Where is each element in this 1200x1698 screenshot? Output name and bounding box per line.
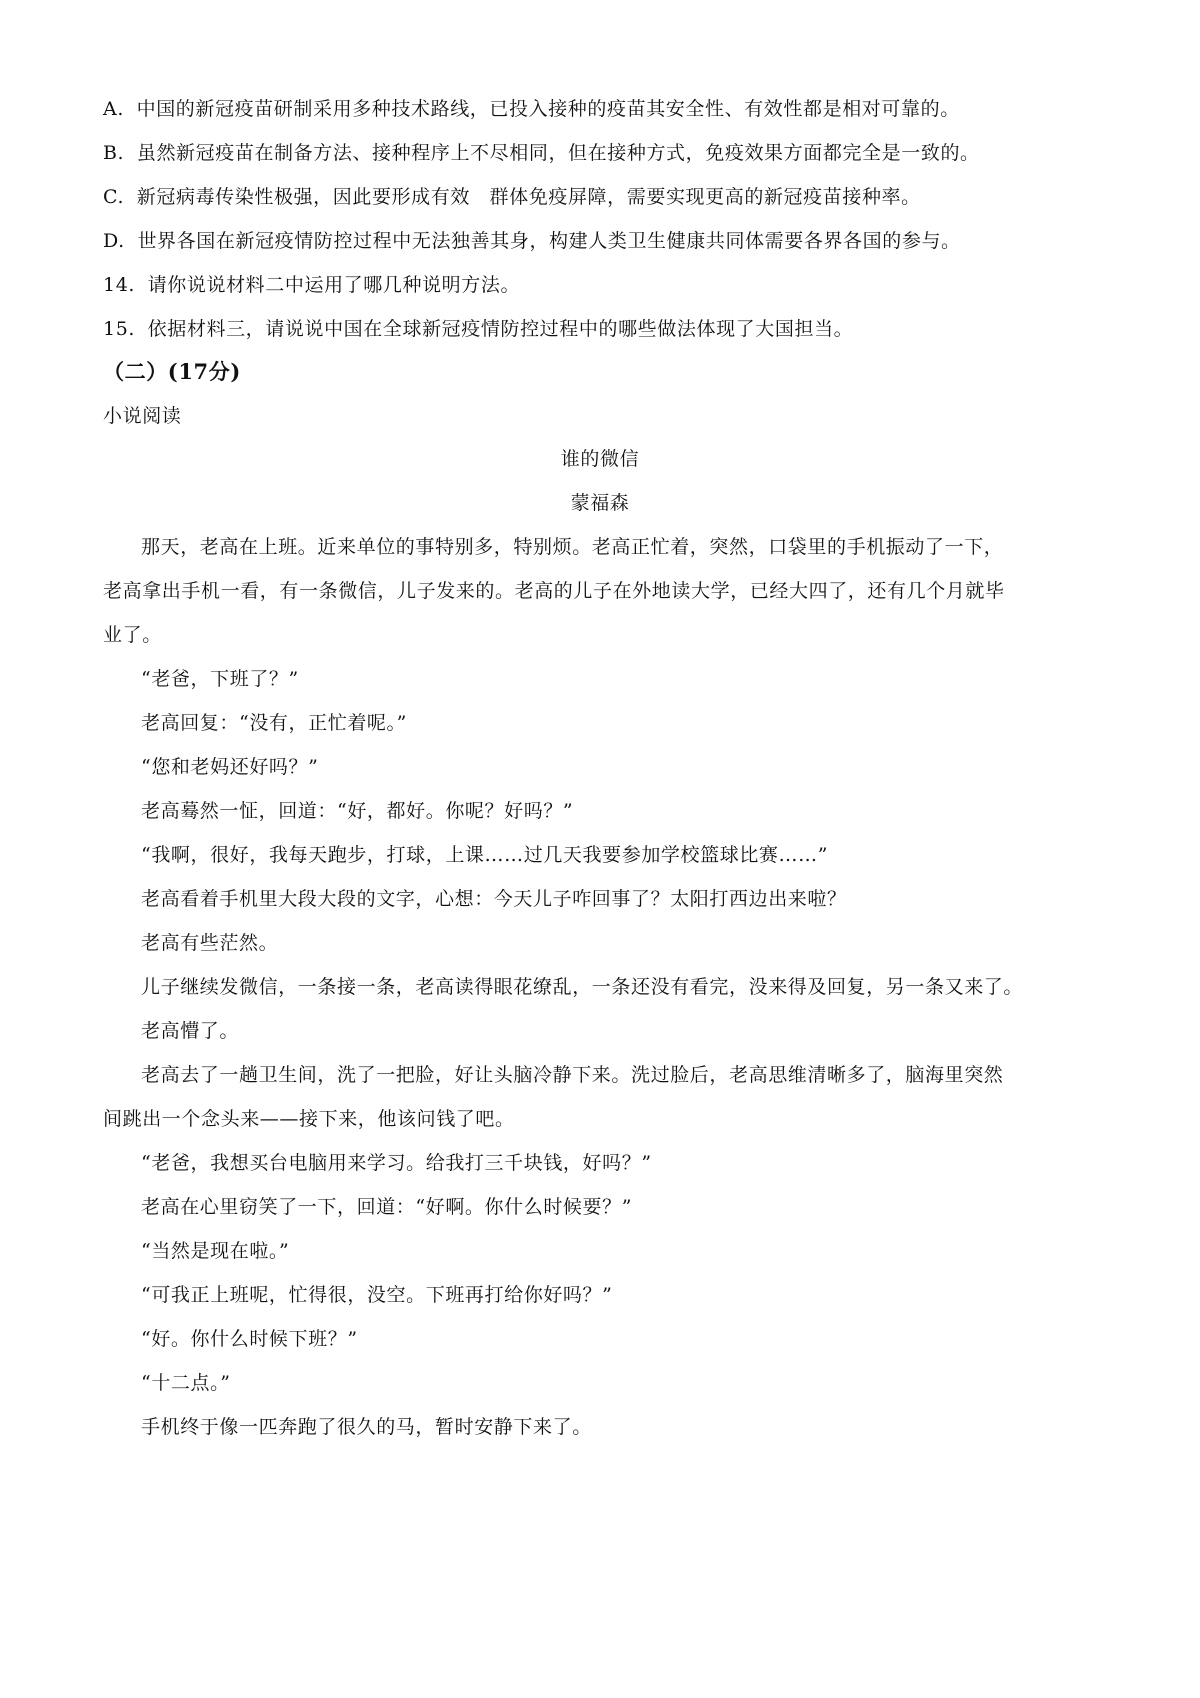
story-line: 老高去了一趟卫生间，洗了一把脸，好让头脑冷静下来。洗过脸后，老高思维清晰多了，脑海里突然 (141, 1064, 1004, 1086)
option-a (103, 97, 960, 121)
story-line: 老高有些茫然。 (141, 932, 279, 954)
section-title: （二）(17分) (103, 359, 241, 384)
option-d (103, 229, 961, 253)
question-15 (103, 317, 853, 341)
question-number: 14. (103, 274, 136, 296)
story-line: 间跳出一个念头来——接下来，他该问钱了吧。 (103, 1108, 515, 1130)
option-b (103, 141, 980, 165)
option-text: 世界各国在新冠疫情防控过程中无法独善其身，构建人类卫生健康共同体需要各界各国的参与。 (137, 230, 961, 252)
option-label: D. (103, 230, 125, 252)
story-line: 老高看着手机里大段大段的文字，心想：今天儿子咋回事了？太阳打西边出来啦？ (141, 888, 847, 910)
story-line: “十二点。” (141, 1372, 231, 1394)
story-line: 那天，老高在上班。近来单位的事特别多，特别烦。老高正忙着，突然，口袋里的手机振动了一下， (141, 536, 1004, 558)
story-line: “老爸，下班了？” (141, 668, 299, 690)
story-line: 老高懵了。 (141, 1020, 240, 1042)
story-line: 老高在心里窃笑了一下，回道：“好啊。你什么时候要？” (141, 1196, 633, 1218)
question-text: 请你说说材料二中运用了哪几种说明方法。 (147, 274, 521, 296)
story-line: “我啊，很好，我每天跑步，打球，上课……过几天我要参加学校篮球比赛……” (141, 844, 829, 866)
story-line: 儿子继续发微信，一条接一条，老高读得眼花缭乱，一条还没有看完，没来得及回复，另一条又来了。 (141, 976, 1024, 998)
story-line: “好。你什么时候下班？” (141, 1328, 358, 1350)
story-line: 手机终于像一匹奔跑了很久的马，暂时安静下来了。 (141, 1416, 592, 1438)
option-label: C. (103, 186, 125, 208)
story-line: 业了。 (103, 624, 162, 646)
story-author: 蒙福森 (570, 492, 630, 514)
story-line: “老爸，我想买台电脑用来学习。给我打三千块钱，好吗？” (141, 1152, 652, 1174)
option-text: 中国的新冠疫苗研制采用多种技术路线，已投入接种的疫苗其安全性、有效性都是相对可靠的。 (136, 98, 960, 120)
option-label: A. (103, 98, 124, 120)
option-c (103, 185, 921, 209)
story-line: “您和老妈还好吗？” (141, 756, 319, 778)
story-line: 老高回复：“没有，正忙着呢。” (141, 712, 407, 734)
section-subtitle: 小说阅读 (103, 405, 182, 427)
question-text: 依据材料三，请说说中国在全球新冠疫情防控过程中的哪些做法体现了大国担当。 (147, 318, 854, 340)
option-text: 新冠病毒传染性极强，因此要形成有效 群体免疫屏障，需要实现更高的新冠疫苗接种率。 (136, 186, 921, 208)
story-line: “当然是现在啦。” (141, 1240, 290, 1262)
story-line: 老高拿出手机一看，有一条微信，儿子发来的。老高的儿子在外地读大学，已经大四了，还有几个月就毕 (103, 580, 1005, 602)
question-number: 15. (103, 318, 136, 340)
story-title: 谁的微信 (560, 448, 640, 470)
option-text: 虽然新冠疫苗在制备方法、接种程序上不尽相同，但在接种方式，免疫效果方面都完全是一致的。 (136, 142, 980, 164)
story-line: 老高蓦然一怔，回道：“好，都好。你呢？好吗？” (141, 800, 574, 822)
question-14 (103, 273, 520, 297)
option-label: B. (103, 142, 125, 164)
story-line: “可我正上班呢，忙得很，没空。下班再打给你好吗？” (141, 1284, 613, 1306)
